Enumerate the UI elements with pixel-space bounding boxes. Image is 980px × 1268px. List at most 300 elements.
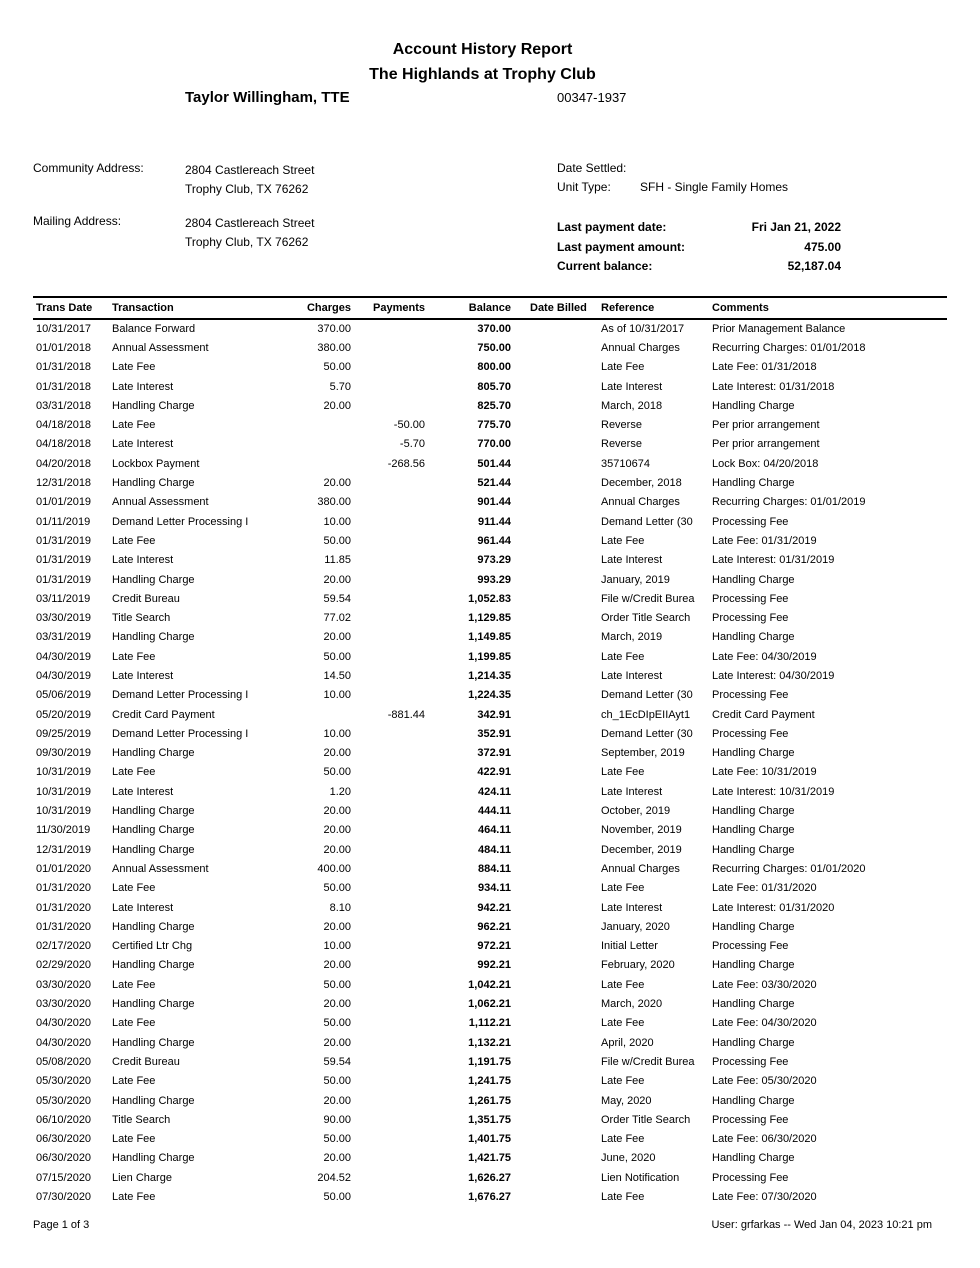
- cell-transaction: Handling Charge: [112, 631, 195, 644]
- cell-payments: [351, 821, 425, 840]
- cell-reference: Demand Letter (30: [601, 727, 693, 740]
- cell-date-billed: [511, 666, 601, 685]
- table-row: [33, 570, 947, 589]
- cell-balance: 1,042.21: [468, 978, 511, 991]
- cell-date-billed: [511, 473, 601, 492]
- cell-payments: [351, 1149, 425, 1168]
- cell-balance: 1,214.35: [468, 669, 511, 682]
- cell-transaction: Late Fee: [112, 978, 156, 991]
- cell-comments: Late Fee: 01/31/2019: [712, 534, 817, 547]
- cell-comments: Late Fee: 06/30/2020: [712, 1133, 817, 1146]
- cell-date-billed: [511, 338, 601, 357]
- cell-trans-date: 12/31/2018: [36, 477, 92, 490]
- mailing-address-label: Mailing Address:: [33, 214, 122, 228]
- table-row: [33, 435, 947, 454]
- cell-transaction: Certified Ltr Chg: [112, 940, 193, 953]
- cell-payments: [351, 551, 425, 570]
- table-row: [33, 686, 947, 705]
- cell-transaction: Demand Letter Processing I: [112, 727, 249, 740]
- cell-charges: 400.00: [317, 862, 351, 875]
- cell-balance: 901.44: [477, 496, 511, 509]
- cell-date-billed: [511, 1052, 601, 1071]
- cell-comments: Late Fee: 04/30/2020: [712, 1017, 817, 1030]
- cell-balance: 972.21: [477, 940, 511, 953]
- cell-balance: 1,241.75: [468, 1075, 511, 1088]
- cell-transaction: Lockbox Payment: [112, 457, 200, 470]
- cell-transaction: Late Fee: [112, 361, 156, 374]
- cell-comments: Prior Management Balance: [712, 323, 846, 336]
- last-payment-date-value: Fri Jan 21, 2022: [751, 220, 841, 234]
- cell-charges: 204.52: [317, 1171, 351, 1184]
- cell-comments: Handling Charge: [712, 477, 795, 490]
- cell-reference: Late Fee: [601, 882, 645, 895]
- cell-balance: 1,199.85: [468, 650, 511, 663]
- cell-reference: File w/Credit Burea: [601, 1055, 695, 1068]
- table-row: [33, 821, 947, 840]
- cell-payments: [351, 1033, 425, 1052]
- cell-payments: [351, 686, 425, 705]
- cell-payments: [351, 840, 425, 859]
- cell-comments: Processing Fee: [712, 592, 789, 605]
- cell-charges: 20.00: [323, 1094, 351, 1107]
- last-payment-date-label: Last payment date:: [557, 220, 667, 234]
- cell-trans-date: 01/31/2018: [36, 380, 92, 393]
- table-row: [33, 377, 947, 396]
- transactions-body: [33, 319, 947, 1207]
- page-title: Account History Report: [392, 41, 573, 58]
- cell-trans-date: 06/10/2020: [36, 1113, 92, 1126]
- cell-transaction: Annual Assessment: [112, 496, 209, 509]
- cell-balance: 993.29: [477, 573, 511, 586]
- cell-payments: [351, 859, 425, 878]
- cell-balance: 750.00: [477, 341, 511, 354]
- cell-payments: [351, 1110, 425, 1129]
- cell-payments: [351, 647, 425, 666]
- cell-charges: 10.00: [323, 689, 351, 702]
- transactions-table: [33, 296, 947, 1207]
- cell-date-billed: [511, 493, 601, 512]
- cell-reference: Annual Charges: [601, 862, 680, 875]
- cell-transaction: Late Interest: [112, 901, 174, 914]
- table-row: [33, 1168, 947, 1187]
- cell-balance: 825.70: [477, 399, 511, 412]
- account-number: 00347-1937: [557, 90, 627, 105]
- cell-payments: [351, 917, 425, 936]
- cell-balance: 1,401.75: [468, 1133, 511, 1146]
- cell-transaction: Handling Charge: [112, 805, 195, 818]
- cell-payments: -50.00: [393, 419, 425, 432]
- cell-date-billed: [511, 937, 601, 956]
- cell-reference: Late Interest: [601, 554, 663, 567]
- cell-balance: 961.44: [477, 534, 511, 547]
- cell-balance: 1,224.35: [468, 689, 511, 702]
- cell-balance: 775.70: [477, 419, 511, 432]
- cell-payments: [351, 1091, 425, 1110]
- cell-date-billed: [511, 647, 601, 666]
- cell-reference: Late Interest: [601, 785, 663, 798]
- cell-date-billed: [511, 975, 601, 994]
- cell-date-billed: [511, 801, 601, 820]
- cell-date-billed: [511, 358, 601, 377]
- cell-trans-date: 01/31/2019: [36, 534, 92, 547]
- cell-date-billed: [511, 917, 601, 936]
- cell-transaction: Late Fee: [112, 1133, 156, 1146]
- cell-date-billed: [511, 531, 601, 550]
- cell-date-billed: [511, 782, 601, 801]
- cell-trans-date: 01/31/2020: [36, 882, 92, 895]
- cell-payments: [351, 608, 425, 627]
- cell-transaction: Late Fee: [112, 534, 156, 547]
- cell-charges: 50.00: [323, 361, 351, 374]
- cell-trans-date: 01/11/2019: [36, 515, 91, 528]
- cell-reference: Late Fee: [601, 766, 645, 779]
- cell-reference: March, 2020: [601, 998, 663, 1011]
- cell-comments: Credit Card Payment: [712, 708, 815, 721]
- cell-reference: Late Fee: [601, 1017, 645, 1030]
- cell-charges: 20.00: [323, 573, 351, 586]
- cell-comments: Handling Charge: [712, 843, 795, 856]
- cell-date-billed: [511, 454, 601, 473]
- community-address-line1: 2804 Castlereach Street: [185, 163, 315, 177]
- cell-balance: 942.21: [477, 901, 511, 914]
- cell-charges: 20.00: [323, 805, 351, 818]
- cell-comments: Handling Charge: [712, 747, 795, 760]
- cell-balance: 911.44: [477, 515, 511, 528]
- cell-balance: 342.91: [477, 708, 511, 721]
- last-payment-amount-label: Last payment amount:: [557, 239, 686, 254]
- cell-charges: 50.00: [323, 650, 351, 663]
- cell-payments: [351, 975, 425, 994]
- cell-reference: File w/Credit Burea: [601, 592, 695, 605]
- cell-balance: 370.00: [477, 323, 511, 336]
- cell-balance: 501.44: [477, 457, 511, 470]
- current-balance-value: 52,187.04: [787, 259, 841, 273]
- cell-reference: January, 2019: [601, 573, 670, 586]
- cell-comments: Recurring Charges: 01/01/2019: [712, 496, 866, 509]
- cell-balance: 884.11: [477, 862, 511, 875]
- cell-comments: Processing Fee: [712, 689, 789, 702]
- cell-transaction: Demand Letter Processing I: [112, 689, 249, 702]
- cell-trans-date: 02/29/2020: [36, 959, 92, 972]
- cell-transaction: Annual Assessment: [112, 341, 209, 354]
- cell-charges: 20.00: [323, 998, 351, 1011]
- cell-balance: 1,129.85: [468, 612, 511, 625]
- cell-charges: 20.00: [323, 824, 351, 837]
- table-row: [33, 724, 947, 743]
- cell-date-billed: [511, 1091, 601, 1110]
- date-settled-label: Date Settled:: [557, 161, 627, 175]
- cell-comments: Late Interest: 10/31/2019: [712, 785, 835, 798]
- mailing-address-value: [185, 214, 314, 252]
- cell-comments: Late Interest: 01/31/2019: [712, 554, 835, 567]
- cell-date-billed: [511, 1014, 601, 1033]
- table-row: [33, 319, 947, 338]
- table-row: [33, 493, 947, 512]
- cell-reference: October, 2019: [601, 805, 671, 818]
- cell-trans-date: 12/31/2019: [36, 843, 92, 856]
- cell-trans-date: 04/20/2018: [36, 457, 92, 470]
- cell-trans-date: 10/31/2019: [36, 785, 92, 798]
- cell-transaction: Late Fee: [112, 1075, 156, 1088]
- cell-reference: Annual Charges: [601, 496, 680, 509]
- cell-date-billed: [511, 994, 601, 1013]
- cell-payments: [351, 319, 425, 338]
- cell-reference: Reverse: [601, 419, 642, 432]
- cell-trans-date: 01/31/2020: [36, 901, 92, 914]
- cell-date-billed: [511, 1129, 601, 1148]
- last-payment-amount-value: 475.00: [804, 239, 841, 254]
- cell-transaction: Late Fee: [112, 1191, 156, 1203]
- community-address-value: [185, 161, 314, 199]
- cell-comments: Per prior arrangement: [712, 438, 820, 451]
- cell-transaction: Handling Charge: [112, 1152, 195, 1165]
- cell-transaction: Late Fee: [112, 419, 156, 432]
- table-row: [33, 1091, 947, 1110]
- table-row: [33, 473, 947, 492]
- cell-charges: 10.00: [323, 515, 351, 528]
- cell-balance: 805.70: [477, 380, 511, 393]
- cell-payments: [351, 666, 425, 685]
- cell-date-billed: [511, 705, 601, 724]
- cell-charges: 1.20: [329, 785, 351, 798]
- cell-transaction: Handling Charge: [112, 998, 195, 1011]
- cell-reference: Demand Letter (30: [601, 689, 693, 702]
- cell-transaction: Late Interest: [112, 554, 174, 567]
- cell-balance: 424.11: [477, 785, 511, 798]
- cell-payments: [351, 1014, 425, 1033]
- cell-reference: Late Fee: [601, 361, 645, 374]
- cell-balance: 1,261.75: [468, 1094, 511, 1107]
- cell-charges: [295, 435, 351, 454]
- column-header-balance: Balance: [468, 302, 511, 314]
- cell-balance: 770.00: [477, 438, 511, 451]
- cell-date-billed: [511, 551, 601, 570]
- cell-charges: 10.00: [323, 727, 351, 740]
- cell-transaction: Balance Forward: [112, 323, 196, 336]
- cell-charges: 8.10: [329, 901, 351, 914]
- cell-date-billed: [511, 1187, 601, 1206]
- cell-date-billed: [511, 1149, 601, 1168]
- page-number: Page 1 of 3: [33, 1219, 90, 1231]
- cell-payments: [351, 801, 425, 820]
- cell-transaction: Late Fee: [112, 766, 156, 779]
- cell-date-billed: [511, 512, 601, 531]
- cell-comments: Handling Charge: [712, 1094, 795, 1107]
- table-row: [33, 647, 947, 666]
- cell-charges: 20.00: [323, 843, 351, 856]
- cell-transaction: Late Fee: [112, 650, 156, 663]
- cell-date-billed: [511, 377, 601, 396]
- cell-trans-date: 04/30/2019: [36, 669, 92, 682]
- cell-payments: [351, 879, 425, 898]
- cell-reference: March, 2018: [601, 399, 663, 412]
- table-row: [33, 782, 947, 801]
- cell-comments: Processing Fee: [712, 1171, 789, 1184]
- mailing-address-line1: 2804 Castlereach Street: [185, 216, 315, 230]
- table-row: [33, 666, 947, 685]
- cell-charges: 59.54: [323, 592, 351, 605]
- cell-payments: [351, 589, 425, 608]
- cell-charges: 20.00: [323, 1152, 351, 1165]
- cell-balance: 1,676.27: [468, 1191, 511, 1203]
- cell-reference: February, 2020: [601, 959, 675, 972]
- cell-comments: Per prior arrangement: [712, 419, 820, 432]
- table-row: [33, 338, 947, 357]
- table-row: [33, 415, 947, 434]
- cell-comments: Late Fee: 01/31/2020: [712, 882, 817, 895]
- cell-date-billed: [511, 396, 601, 415]
- cell-trans-date: 10/31/2019: [36, 805, 92, 818]
- cell-date-billed: [511, 898, 601, 917]
- cell-comments: Late Interest: 01/31/2020: [712, 901, 835, 914]
- cell-comments: Processing Fee: [712, 727, 789, 740]
- cell-comments: Late Fee: 10/31/2019: [712, 766, 817, 779]
- cell-charges: 20.00: [323, 631, 351, 644]
- cell-transaction: Handling Charge: [112, 959, 195, 972]
- cell-date-billed: [511, 821, 601, 840]
- unit-type-row: [557, 180, 788, 194]
- cell-payments: -881.44: [387, 708, 425, 721]
- cell-balance: 934.11: [477, 882, 511, 895]
- table-row: [33, 1014, 947, 1033]
- cell-reference: Annual Charges: [601, 341, 680, 354]
- cell-trans-date: 03/30/2020: [36, 978, 92, 991]
- cell-charges: 20.00: [323, 747, 351, 760]
- column-header-charges: Charges: [306, 302, 351, 314]
- cell-balance: 372.91: [477, 747, 511, 760]
- cell-comments: Processing Fee: [712, 940, 789, 953]
- cell-balance: 1,112.21: [468, 1017, 511, 1030]
- cell-balance: 444.11: [477, 805, 511, 818]
- cell-charges: 50.00: [323, 534, 351, 547]
- cell-transaction: Late Interest: [112, 438, 174, 451]
- cell-balance: 1,351.75: [468, 1113, 511, 1126]
- cell-comments: Processing Fee: [712, 1113, 789, 1126]
- cell-reference: ch_1EcDIpEIIAyt1: [601, 708, 691, 721]
- account-holder: Taylor Willingham, TTE: [185, 89, 350, 106]
- table-row: [33, 512, 947, 531]
- cell-charges: 50.00: [323, 766, 351, 779]
- cell-date-billed: [511, 1168, 601, 1187]
- table-row: [33, 551, 947, 570]
- cell-balance: 484.11: [477, 843, 511, 856]
- column-header-trans-date: Trans Date: [36, 302, 93, 314]
- cell-date-billed: [511, 859, 601, 878]
- cell-trans-date: 04/30/2019: [36, 650, 92, 663]
- cell-charges: 14.50: [323, 669, 351, 682]
- cell-balance: 1,132.21: [468, 1036, 511, 1049]
- cell-trans-date: 05/30/2020: [36, 1094, 92, 1107]
- cell-transaction: Annual Assessment: [112, 862, 209, 875]
- cell-trans-date: 03/30/2019: [36, 612, 92, 625]
- cell-trans-date: 05/06/2019: [36, 689, 92, 702]
- cell-transaction: Late Interest: [112, 785, 174, 798]
- cell-charges: 20.00: [323, 959, 351, 972]
- cell-reference: May, 2020: [601, 1094, 652, 1107]
- cell-balance: 422.91: [477, 766, 511, 779]
- unit-type-value: SFH - Single Family Homes: [640, 180, 789, 194]
- cell-reference: Late Interest: [601, 669, 663, 682]
- table-row: [33, 1110, 947, 1129]
- cell-charges: 50.00: [323, 1191, 351, 1203]
- cell-reference: Late Interest: [601, 901, 663, 914]
- cell-trans-date: 04/18/2018: [36, 438, 92, 451]
- cell-trans-date: 03/31/2018: [36, 399, 92, 412]
- cell-payments: [351, 782, 425, 801]
- cell-payments: [351, 396, 425, 415]
- cell-comments: Handling Charge: [712, 920, 795, 933]
- cell-reference: September, 2019: [601, 747, 685, 760]
- cell-comments: Handling Charge: [712, 824, 795, 837]
- table-row: [33, 937, 947, 956]
- cell-comments: Late Fee: 01/31/2018: [712, 361, 817, 374]
- column-header-transaction: Transaction: [112, 302, 174, 314]
- table-row: [33, 454, 947, 473]
- cell-charges: 50.00: [323, 882, 351, 895]
- cell-transaction: Handling Charge: [112, 1094, 195, 1107]
- cell-charges: 10.00: [323, 940, 351, 953]
- cell-transaction: Credit Bureau: [112, 1055, 180, 1068]
- cell-trans-date: 04/30/2020: [36, 1017, 92, 1030]
- table-row: [33, 1072, 947, 1091]
- table-row: [33, 917, 947, 936]
- cell-reference: Late Fee: [601, 1191, 645, 1203]
- cell-charges: 380.00: [317, 496, 351, 509]
- cell-charges: 20.00: [323, 477, 351, 490]
- cell-trans-date: 02/17/2020: [36, 940, 92, 953]
- community-address-line2: Trophy Club, TX 76262: [185, 182, 309, 196]
- cell-payments: [351, 994, 425, 1013]
- table-row: [33, 801, 947, 820]
- cell-comments: Lock Box: 04/20/2018: [712, 457, 819, 470]
- cell-trans-date: 01/01/2020: [36, 862, 92, 875]
- cell-date-billed: [511, 589, 601, 608]
- column-header-payments: Payments: [373, 302, 425, 314]
- table-row: [33, 744, 947, 763]
- cell-date-billed: [511, 1033, 601, 1052]
- cell-trans-date: 06/30/2020: [36, 1152, 92, 1165]
- table-row: [33, 628, 947, 647]
- cell-comments: Handling Charge: [712, 805, 795, 818]
- payment-summary: [557, 218, 841, 277]
- cell-charges: 370.00: [317, 323, 351, 336]
- cell-charges: 59.54: [323, 1055, 351, 1068]
- cell-payments: [351, 763, 425, 782]
- cell-payments: [351, 473, 425, 492]
- cell-transaction: Handling Charge: [112, 747, 195, 760]
- cell-charges: 90.00: [323, 1113, 351, 1126]
- cell-transaction: Late Interest: [112, 380, 174, 393]
- cell-transaction: Demand Letter Processing I: [112, 515, 249, 528]
- community-name: The Highlands at Trophy Club: [369, 66, 596, 83]
- cell-trans-date: 01/01/2018: [36, 341, 92, 354]
- cell-reference: Late Fee: [601, 978, 645, 991]
- table-row: [33, 840, 947, 859]
- cell-transaction: Handling Charge: [112, 920, 195, 933]
- cell-trans-date: 07/15/2020: [36, 1171, 92, 1184]
- cell-transaction: Credit Card Payment: [112, 708, 215, 721]
- cell-charges: 50.00: [323, 1017, 351, 1030]
- cell-reference: June, 2020: [601, 1152, 656, 1165]
- cell-trans-date: 10/31/2017: [36, 323, 92, 336]
- cell-payments: [351, 1052, 425, 1071]
- table-row: [33, 608, 947, 627]
- cell-comments: Processing Fee: [712, 515, 789, 528]
- cell-transaction: Late Fee: [112, 1017, 156, 1030]
- cell-trans-date: 05/30/2020: [36, 1075, 92, 1088]
- cell-trans-date: 07/30/2020: [36, 1191, 92, 1203]
- cell-charges: 11.85: [324, 554, 351, 567]
